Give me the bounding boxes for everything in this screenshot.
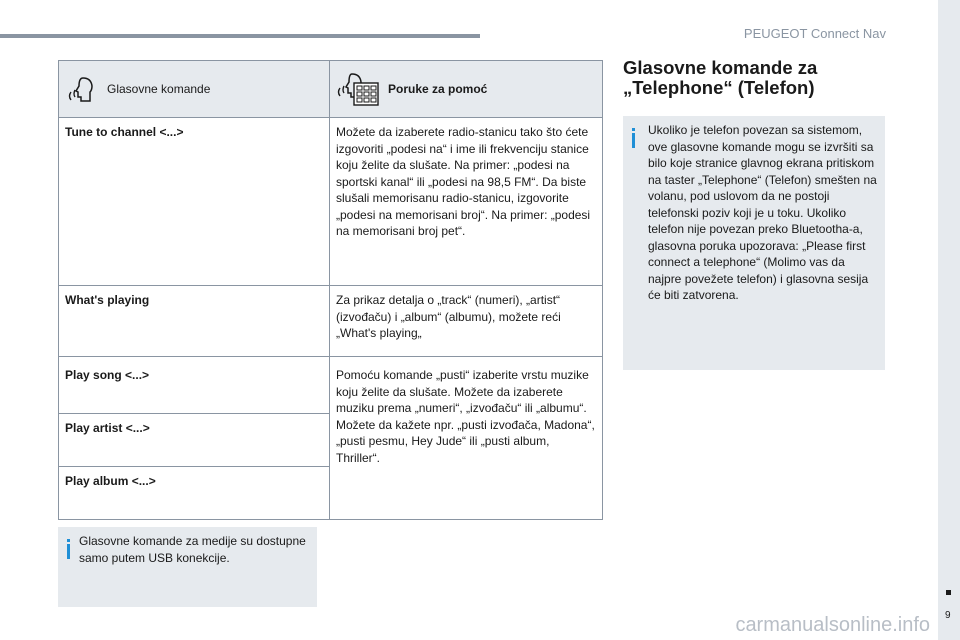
help-column-title: Poruke za pomoć: [388, 81, 488, 96]
media-info-note: [58, 527, 317, 607]
help-cell: Za prikaz detalja o „track“ (numeri), „artist“ (izvođaču) i „album“ (albumu), možete reći „What's playing„: [330, 286, 603, 357]
command-cell: Tune to channel <...>: [59, 118, 330, 286]
section-title: Glasovne komande za „Telephone“ (Telefon): [623, 57, 818, 98]
info-icon-bar: [632, 133, 635, 148]
command-cell: Play song <...>: [59, 357, 330, 414]
media-info-text: Glasovne komande za medije su dostupne samo putem USB konekcije.: [79, 534, 306, 565]
info-icon: [67, 539, 70, 542]
info-icon-bar: [67, 544, 70, 559]
page-edge-strip: [938, 0, 960, 640]
header-rule: [0, 34, 480, 38]
info-icon: [632, 128, 635, 131]
command-cell: Play artist <...>: [59, 414, 330, 467]
command-cell: What's playing: [59, 286, 330, 357]
table-row: [59, 286, 603, 357]
command-cell: Play album <...>: [59, 467, 330, 520]
voice-commands-table: [58, 60, 603, 520]
continue-marker: [946, 590, 951, 595]
voice-speaking-icon: [65, 74, 99, 104]
telephone-info-note: [623, 116, 885, 370]
help-cell: Pomoću komande „pusti“ izaberite vrstu muzike koju želite da slušate. Možete da izaberete muziku prema „numeri“, „izvođaču“ ili „albumu“. Možete da kažete npr. „pusti izvođača, Madona“, „pusti pesmu, Hey Jude“ ili „pusti album, Thriller“.: [330, 357, 603, 520]
table-header-commands: [59, 61, 330, 118]
page-number: 9: [945, 610, 951, 621]
table-row: [59, 357, 603, 414]
header-brand: PEUGEOT Connect Nav: [743, 26, 886, 41]
help-cell: Možete da izaberete radio-stanicu tako što ćete izgovoriti „podesi na“ i ime ili frekvenciju stanice koju želite da slušate. Na primer: „podesi na sportski kanal“ ili „podesi na 98,5 FM“. Da biste slušali memorisanu radio-stanicu, izgovorite „podesi na memorisani broj“. Na primer: „podesi na memorisani broj pet“.: [330, 118, 603, 286]
commands-column-title: Glasovne komande: [107, 81, 211, 96]
telephone-info-text: Ukoliko je telefon povezan sa sistemom, ove glasovne komande mogu se izvršiti sa bilo koje stranice glavnog ekrana pritiskom na taster „Telephone“ (Telefon) smešten na volanu, pod uslovom da ne postoji telefonski poziv koji je u toku. Ukoliko telefon nije povezan preko Bluetootha-a, glasovna poruka upozorava: „Please first connect a telephone“ (Molimo vas da najpre povežete telefon) i glasovna sesija će biti zatvorena.: [648, 123, 877, 302]
table-header-help: [330, 61, 603, 118]
voice-keypad-icon: [336, 70, 380, 108]
watermark: carmanualsonline.info: [735, 614, 930, 636]
table-row: [59, 118, 603, 286]
